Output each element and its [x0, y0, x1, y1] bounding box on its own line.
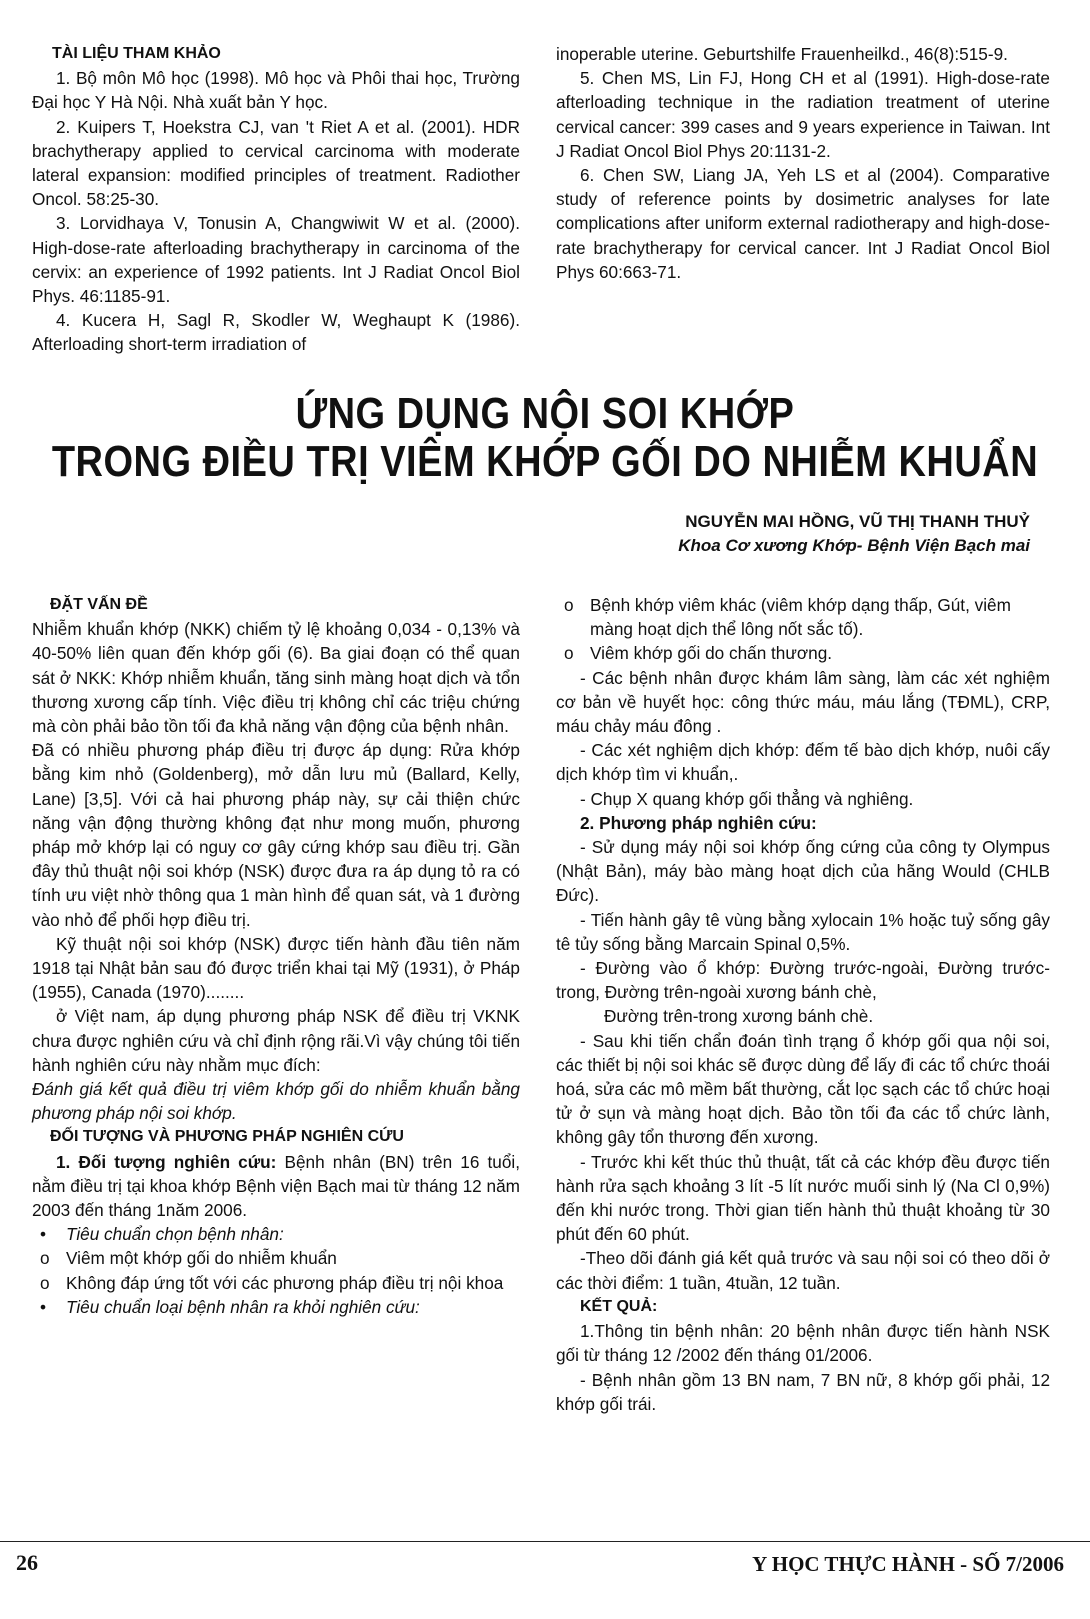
article-title-line-1: ỨNG DỤNG NỘI SOI KHỚP: [295, 389, 795, 439]
list-item: • Tiêu chuẩn loại bệnh nhân ra khỏi nghiên cứu:: [32, 1295, 520, 1319]
study-aim: Đánh giá kết quả điều trị viêm khớp gối do nhiễm khuẩn bằng phương pháp nội soi khớp.: [32, 1079, 520, 1124]
footer-divider: [0, 1541, 1090, 1542]
paragraph: - Chụp X quang khớp gối thẳng và nghiêng.: [580, 788, 914, 809]
bullet-circle-icon: o: [564, 643, 574, 664]
authors-block: [678, 510, 1030, 558]
paragraph: - Tiến hành gây tê vùng bằng xylocain 1% hoặc tuỷ sống gây tê tủy sống bằng Marcain Spinal 0,5%.: [556, 909, 1050, 954]
bullet-circle-icon: o: [564, 595, 574, 615]
list-item: o Viêm khớp gối do chấn thương.: [556, 641, 1050, 665]
paragraph: 1.Thông tin bệnh nhân: 20 bệnh nhân được tiến hành NSK gối từ tháng 12 /2002 đến tháng 01/2006.: [556, 1321, 1050, 1366]
paragraph: - Sử dụng máy nội soi khớp ống cứng của công ty Olympus (Nhật Bản), máy bào màng hoạt dịch của hãng Would (CHLB Đức).: [556, 837, 1050, 906]
author-affiliation: Khoa Cơ xương Khớp- Bệnh Viện Bạch mai: [678, 536, 1030, 555]
reference-item: 3. Lorvidhaya V, Tonusin A, Changwiwit W et al. (2000). High-dose-rate afterloading brachytherapy in carcinoma of the cervix: an experience of 1992 patients. Int J Radiat Oncol Biol Phys. 46:1185-91.: [32, 213, 520, 307]
list-item: o Không đáp ứng tốt với các phương pháp điều trị nội khoa: [32, 1271, 520, 1295]
list-item: o Viêm một khớp gối do nhiễm khuẩn: [32, 1246, 520, 1270]
paragraph: - Đường vào ổ khớp: Đường trước-ngoài, Đường trước-trong, Đường trên-ngoài xương bánh chè,: [556, 958, 1050, 1003]
bullet-dot-icon: •: [40, 1224, 47, 1245]
list-item: • Tiêu chuẩn chọn bệnh nhân:: [32, 1222, 520, 1246]
reference-item: inoperable uterine. Geburtshilfe Frauenheilkd., 46(8):515-9.: [556, 44, 1008, 64]
article-title-line-2: TRONG ĐIỀU TRỊ VIÊM KHỚP GỐI DO NHIỄM KHUẨN: [51, 437, 1039, 487]
reference-item: 1. Bộ môn Mô học (1998). Mô học và Phôi thai học, Trường Đại học Y Hà Nội. Nhà xuất bản Y học.: [32, 68, 520, 113]
reference-item: 4. Kucera H, Sagl R, Skodler W, Weghaupt K (1986). Afterloading short-term irradiation of: [32, 310, 520, 355]
page-number: 26: [16, 1550, 38, 1575]
section-heading-intro: ĐẶT VẤN ĐỀ: [50, 596, 148, 613]
body-left-column: [32, 593, 520, 1319]
reference-item: 6. Chen SW, Liang JA, Yeh LS et al (2004). Comparative study of reference points by dosimetric analyses for late complications after uniform external radiotherapy and high-dose-rate brachytherapy for cervical cancer. Int J Radiat Oncol Biol Phys 60:663-71.: [556, 165, 1050, 282]
section-heading-results: KẾT QUẢ:: [580, 1297, 658, 1315]
bullet-circle-icon: o: [40, 1272, 50, 1293]
subjects-label: 1. Đối tượng nghiên cứu:: [56, 1151, 277, 1172]
paragraph: -Theo dõi đánh giá kết quả trước và sau nội soi có theo dõi ở các thời điểm: 1 tuần, 4tuần, 12 tuần.: [556, 1248, 1050, 1293]
body-right-column: [556, 593, 1050, 1416]
paragraph: ở Việt nam, áp dụng phương pháp NSK để điều trị VKNK chưa được nghiên cứu và chỉ định rộng rãi.Vì vậy chúng tôi tiến hành nghiên cứu này nhằm mục đích:: [32, 1006, 520, 1075]
paragraph: Đã có nhiều phương pháp điều trị được áp dụng: Rửa khớp bằng kim nhỏ (Goldenberg), mở dẫn lưu mủ (Ballard, Kelly, Lane) [3,5]. Với cả hai phương pháp này, sự cải thiện chức năng vận động thường không đạt như mong muốn, phương pháp mở khớp lại có nguy cơ gây cứng khớp sau điều trị. Gần đây thủ thuật nội soi khớp (NSK) được đưa ra áp dụng tỏ ra có tính ưu việt nhờ thông qua 1 màn hình để quan sát, và 1 đường vào nhỏ để phối hợp điều trị.: [32, 740, 520, 930]
reference-item: 5. Chen MS, Lin FJ, Hong CH et al (1991). High-dose-rate afterloading technique in the radiation treatment of uterine cervical cancer: 399 cases and 9 years experience in Taiwan. Int J Radiat Oncol Biol Phys 20:1131-2.: [556, 68, 1050, 161]
reference-item: 2. Kuipers T, Hoekstra CJ, van 't Riet A et al. (2001). HDR brachytherapy applied to cervical carcinoma with moderate lateral expansion: modified principles of treatment. Radiother Oncol. 58:25-30.: [32, 116, 520, 210]
paragraph: Kỹ thuật nội soi khớp (NSK) được tiến hành đầu tiên năm 1918 tại Nhật bản sau đó được triển khai tại Mỹ (1931), ở Pháp (1955), Canada (1970)........: [32, 933, 520, 1003]
paragraph: - Các bệnh nhân được khám lâm sàng, làm các xét nghiệm cơ bản về huyết học: công thức máu, máu lắng (TĐML), CRP, máu chảy máu đông .: [556, 667, 1050, 737]
paragraph: - Trước khi kết thúc thủ thuật, tất cả các khớp đều được tiến hành rửa sạch khoảng 3 lít -5 lít nước muối sinh lý (Na Cl 0,9%) đến khi nước trong. Thời gian tiến hành thủ thuật khoảng từ 30 phút đến 60 phút.: [556, 1151, 1050, 1245]
methods-subheading: 2. Phương pháp nghiên cứu:: [580, 812, 817, 833]
paragraph: - Bệnh nhân gồm 13 BN nam, 7 BN nữ, 8 khớp gối phải, 12 khớp gối trái.: [556, 1369, 1050, 1414]
paragraph: - Các xét nghiệm dịch khớp: đếm tế bào dịch khớp, nuôi cấy dịch khớp tìm vi khuẩn,.: [556, 740, 1050, 785]
paragraph: Nhiễm khuẩn khớp (NKK) chiếm tỷ lệ khoảng 0,034 - 0,13% và 40-50% liên quan đến khớp gối (6). Ba giai đoạn có thể quan sát ở NKK: Khớp nhiễm khuẩn, tăng sinh màng hoạt dịch và tổn thương xương cấp tính. Việc điều trị không chỉ các triệu chứng mà còn phải bảo tồn tối đa khả năng vận động của bệnh nhân.: [32, 619, 520, 737]
author-names: NGUYỄN MAI HỒNG, VŨ THỊ THANH THUỶ: [685, 512, 1030, 531]
bullet-dot-icon: •: [40, 1296, 47, 1317]
paragraph: - Sau khi tiến chẩn đoán tình trạng ổ khớp gối qua nội soi, các thiết bị nội soi khác sẽ được dùng để lấy đi các tổ chức thoái hoá, sửa các mô mềm bất thường, cắt lọc sạch các tổ chức hoại tử ở sụn và màng hoạt dịch. Bảo tồn tối đa các tổ chức lành, không gây tổn thương đến xương.: [556, 1030, 1050, 1148]
paragraph: Đường trên-trong xương bánh chè.: [604, 1006, 874, 1027]
references-left: [32, 42, 520, 357]
section-heading-methods: ĐỐI TƯỢNG VÀ PHƯƠNG PHÁP NGHIÊN CỨU: [50, 1128, 404, 1146]
list-item: o Bệnh khớp viêm khác (viêm khớp dạng thấp, Gút, viêm màng hoạt dịch thể lông nốt sắc tố).: [556, 593, 1050, 641]
subjects-text: Bệnh nhân (BN) trên 16 tuổi, nằm điều trị tại khoa khớp Bệnh viện Bạch mai từ tháng 12 năm 2003 đến tháng 1năm 2006.: [32, 1151, 520, 1221]
references-heading: TÀI LIỆU THAM KHẢO: [52, 45, 221, 62]
bullet-circle-icon: o: [40, 1248, 50, 1269]
journal-name: Y HỌC THỰC HÀNH - SỐ 7/2006: [752, 1552, 1064, 1576]
references-right: [556, 42, 1050, 284]
paragraph-subjects: [32, 1150, 520, 1223]
